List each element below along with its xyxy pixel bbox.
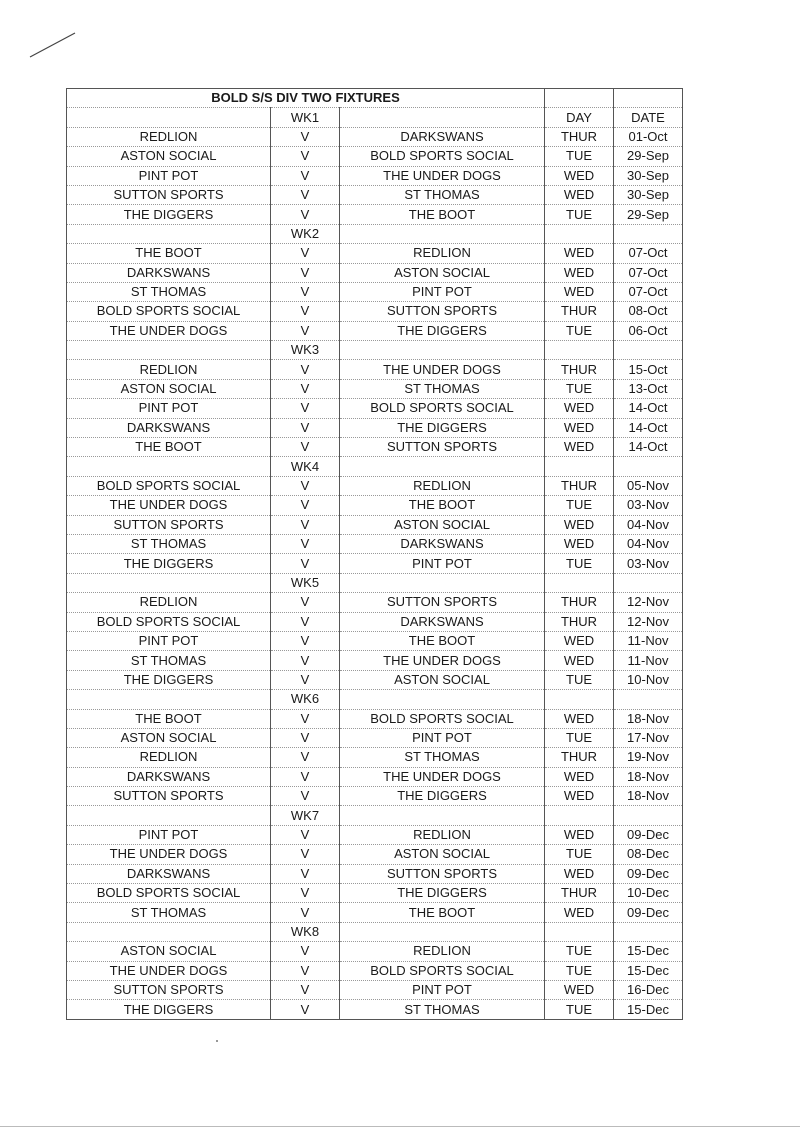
home-team: THE DIGGERS xyxy=(67,1000,271,1019)
fixture-row xyxy=(67,825,683,844)
match-day: WED xyxy=(545,631,614,650)
home-team: THE BOOT xyxy=(67,709,271,728)
match-day: TUE xyxy=(545,942,614,961)
match-date: 19-Nov xyxy=(614,748,683,767)
home-team: BOLD SPORTS SOCIAL xyxy=(67,884,271,903)
versus-marker: V xyxy=(271,360,340,379)
fixture-row xyxy=(67,554,683,573)
match-day: TUE xyxy=(545,496,614,515)
versus-marker: V xyxy=(271,263,340,282)
match-date: 15-Dec xyxy=(614,942,683,961)
match-date: 09-Dec xyxy=(614,864,683,883)
fixture-row xyxy=(67,399,683,418)
week-header-row xyxy=(67,224,683,243)
fixture-row xyxy=(67,961,683,980)
match-day: WED xyxy=(545,980,614,999)
blank-cell xyxy=(614,690,683,709)
home-team: PINT POT xyxy=(67,399,271,418)
home-team: SUTTON SPORTS xyxy=(67,980,271,999)
blank-cell xyxy=(614,806,683,825)
match-day: WED xyxy=(545,282,614,301)
home-team: ST THOMAS xyxy=(67,282,271,301)
fixture-row xyxy=(67,748,683,767)
blank-cell xyxy=(67,690,271,709)
match-date: 06-Oct xyxy=(614,321,683,340)
match-day: WED xyxy=(545,244,614,263)
versus-marker: V xyxy=(271,651,340,670)
match-day: THUR xyxy=(545,748,614,767)
pen-stroke-mark xyxy=(28,30,78,60)
week-header-row xyxy=(67,457,683,476)
fixture-row xyxy=(67,302,683,321)
fixture-row xyxy=(67,496,683,515)
versus-marker: V xyxy=(271,864,340,883)
versus-marker: V xyxy=(271,845,340,864)
away-team: SUTTON SPORTS xyxy=(340,302,545,321)
week-label: WK6 xyxy=(271,690,340,709)
away-team: PINT POT xyxy=(340,554,545,573)
fixture-row xyxy=(67,360,683,379)
away-team: ASTON SOCIAL xyxy=(340,263,545,282)
match-day: WED xyxy=(545,438,614,457)
home-team: THE DIGGERS xyxy=(67,205,271,224)
scan-edge-line xyxy=(0,1126,800,1127)
match-date: 14-Oct xyxy=(614,399,683,418)
fixture-row xyxy=(67,263,683,282)
fixture-row xyxy=(67,767,683,786)
away-team: THE UNDER DOGS xyxy=(340,651,545,670)
week-label: WK1 xyxy=(271,108,340,127)
fixture-row xyxy=(67,1000,683,1019)
away-team: DARKSWANS xyxy=(340,612,545,631)
match-day: TUE xyxy=(545,379,614,398)
match-date: 10-Dec xyxy=(614,884,683,903)
away-team: THE DIGGERS xyxy=(340,321,545,340)
home-team: THE BOOT xyxy=(67,244,271,263)
match-day: THUR xyxy=(545,593,614,612)
home-team: THE UNDER DOGS xyxy=(67,321,271,340)
match-date: 18-Nov xyxy=(614,709,683,728)
versus-marker: V xyxy=(271,709,340,728)
match-day: WED xyxy=(545,418,614,437)
match-day: WED xyxy=(545,903,614,922)
home-team: THE DIGGERS xyxy=(67,554,271,573)
match-day: TUE xyxy=(545,670,614,689)
versus-marker: V xyxy=(271,534,340,553)
versus-marker: V xyxy=(271,321,340,340)
away-team: THE UNDER DOGS xyxy=(340,166,545,185)
versus-marker: V xyxy=(271,980,340,999)
home-team: SUTTON SPORTS xyxy=(67,787,271,806)
home-team: DARKSWANS xyxy=(67,418,271,437)
versus-marker: V xyxy=(271,942,340,961)
versus-marker: V xyxy=(271,438,340,457)
fixture-row xyxy=(67,244,683,263)
match-date: 17-Nov xyxy=(614,728,683,747)
away-team: DARKSWANS xyxy=(340,534,545,553)
match-date: 30-Sep xyxy=(614,166,683,185)
fixture-row xyxy=(67,476,683,495)
fixture-row xyxy=(67,942,683,961)
home-team: THE UNDER DOGS xyxy=(67,496,271,515)
week-header-row xyxy=(67,806,683,825)
blank-cell xyxy=(545,457,614,476)
versus-marker: V xyxy=(271,748,340,767)
versus-marker: V xyxy=(271,670,340,689)
blank-cell xyxy=(545,341,614,360)
versus-marker: V xyxy=(271,631,340,650)
fixture-row xyxy=(67,728,683,747)
match-date: 08-Oct xyxy=(614,302,683,321)
versus-marker: V xyxy=(271,884,340,903)
match-day: THUR xyxy=(545,360,614,379)
match-day: WED xyxy=(545,651,614,670)
away-team: ST THOMAS xyxy=(340,379,545,398)
match-day: WED xyxy=(545,864,614,883)
fixtures-table xyxy=(66,88,683,1020)
away-team: BOLD SPORTS SOCIAL xyxy=(340,709,545,728)
blank-cell xyxy=(545,224,614,243)
match-date: 11-Nov xyxy=(614,651,683,670)
title-row xyxy=(67,89,683,108)
match-day: THUR xyxy=(545,127,614,146)
versus-marker: V xyxy=(271,379,340,398)
away-team: REDLION xyxy=(340,244,545,263)
match-date: 13-Oct xyxy=(614,379,683,398)
fixture-row xyxy=(67,670,683,689)
blank-cell xyxy=(614,922,683,941)
blank-cell xyxy=(614,457,683,476)
fixture-row xyxy=(67,787,683,806)
match-date: 11-Nov xyxy=(614,631,683,650)
versus-marker: V xyxy=(271,593,340,612)
home-team: ST THOMAS xyxy=(67,903,271,922)
fixture-row xyxy=(67,884,683,903)
away-team: ASTON SOCIAL xyxy=(340,845,545,864)
stray-dot-mark xyxy=(216,1040,218,1042)
match-date: 07-Oct xyxy=(614,244,683,263)
away-team: THE BOOT xyxy=(340,631,545,650)
match-date: 07-Oct xyxy=(614,263,683,282)
home-team: THE UNDER DOGS xyxy=(67,845,271,864)
blank-cell xyxy=(614,341,683,360)
match-day: TUE xyxy=(545,1000,614,1019)
blank-cell xyxy=(67,224,271,243)
blank-cell xyxy=(545,690,614,709)
match-day: TUE xyxy=(545,321,614,340)
match-date: 16-Dec xyxy=(614,980,683,999)
match-date: 18-Nov xyxy=(614,767,683,786)
fixture-row xyxy=(67,845,683,864)
week-label: WK7 xyxy=(271,806,340,825)
blank-cell xyxy=(614,573,683,592)
versus-marker: V xyxy=(271,825,340,844)
match-date: 07-Oct xyxy=(614,282,683,301)
match-day: TUE xyxy=(545,961,614,980)
home-team: REDLION xyxy=(67,360,271,379)
away-team: DARKSWANS xyxy=(340,127,545,146)
away-team: THE DIGGERS xyxy=(340,884,545,903)
away-team: REDLION xyxy=(340,476,545,495)
home-team: REDLION xyxy=(67,748,271,767)
away-team: PINT POT xyxy=(340,980,545,999)
away-team: SUTTON SPORTS xyxy=(340,864,545,883)
match-day: WED xyxy=(545,263,614,282)
home-team: DARKSWANS xyxy=(67,263,271,282)
blank-cell xyxy=(340,224,545,243)
day-header: DAY xyxy=(545,108,614,127)
versus-marker: V xyxy=(271,476,340,495)
match-date: 12-Nov xyxy=(614,612,683,631)
home-team: PINT POT xyxy=(67,825,271,844)
match-day: WED xyxy=(545,399,614,418)
versus-marker: V xyxy=(271,205,340,224)
fixture-row xyxy=(67,651,683,670)
match-date: 14-Oct xyxy=(614,418,683,437)
document-title: BOLD S/S DIV TWO FIXTURES xyxy=(67,89,545,108)
week-header-row xyxy=(67,108,683,127)
home-team: ST THOMAS xyxy=(67,534,271,553)
home-team: THE BOOT xyxy=(67,438,271,457)
versus-marker: V xyxy=(271,244,340,263)
blank-cell xyxy=(545,573,614,592)
away-team: THE BOOT xyxy=(340,205,545,224)
fixture-row xyxy=(67,864,683,883)
versus-marker: V xyxy=(271,185,340,204)
match-day: TUE xyxy=(545,147,614,166)
fixture-row xyxy=(67,185,683,204)
away-team: BOLD SPORTS SOCIAL xyxy=(340,399,545,418)
fixture-row xyxy=(67,612,683,631)
week-label: WK5 xyxy=(271,573,340,592)
home-team: BOLD SPORTS SOCIAL xyxy=(67,302,271,321)
match-date: 05-Nov xyxy=(614,476,683,495)
versus-marker: V xyxy=(271,418,340,437)
away-team: ST THOMAS xyxy=(340,1000,545,1019)
fixture-row xyxy=(67,418,683,437)
away-team: THE DIGGERS xyxy=(340,418,545,437)
match-day: THUR xyxy=(545,302,614,321)
versus-marker: V xyxy=(271,127,340,146)
match-date: 29-Sep xyxy=(614,205,683,224)
fixture-row xyxy=(67,534,683,553)
match-day: TUE xyxy=(545,845,614,864)
blank-cell xyxy=(340,108,545,127)
versus-marker: V xyxy=(271,767,340,786)
away-team: ASTON SOCIAL xyxy=(340,515,545,534)
home-team: BOLD SPORTS SOCIAL xyxy=(67,612,271,631)
versus-marker: V xyxy=(271,1000,340,1019)
week-header-row xyxy=(67,690,683,709)
match-day: WED xyxy=(545,534,614,553)
versus-marker: V xyxy=(271,728,340,747)
match-date: 04-Nov xyxy=(614,515,683,534)
fixture-row xyxy=(67,127,683,146)
blank-cell xyxy=(67,573,271,592)
match-date: 29-Sep xyxy=(614,147,683,166)
match-day: THUR xyxy=(545,884,614,903)
fixture-row xyxy=(67,631,683,650)
home-team: SUTTON SPORTS xyxy=(67,185,271,204)
home-team: PINT POT xyxy=(67,631,271,650)
match-day: THUR xyxy=(545,476,614,495)
versus-marker: V xyxy=(271,515,340,534)
blank-cell xyxy=(67,341,271,360)
away-team: PINT POT xyxy=(340,728,545,747)
versus-marker: V xyxy=(271,961,340,980)
week-header-row xyxy=(67,922,683,941)
home-team: ST THOMAS xyxy=(67,651,271,670)
week-label: WK8 xyxy=(271,922,340,941)
away-team: SUTTON SPORTS xyxy=(340,593,545,612)
match-date: 15-Dec xyxy=(614,1000,683,1019)
match-day: WED xyxy=(545,515,614,534)
blank-cell xyxy=(340,690,545,709)
week-label: WK3 xyxy=(271,341,340,360)
away-team: SUTTON SPORTS xyxy=(340,438,545,457)
fixture-row xyxy=(67,379,683,398)
home-team: BOLD SPORTS SOCIAL xyxy=(67,476,271,495)
home-team: REDLION xyxy=(67,127,271,146)
away-team: BOLD SPORTS SOCIAL xyxy=(340,147,545,166)
fixture-row xyxy=(67,903,683,922)
blank-cell xyxy=(614,89,683,108)
home-team: THE DIGGERS xyxy=(67,670,271,689)
blank-cell xyxy=(67,922,271,941)
blank-cell xyxy=(614,224,683,243)
home-team: ASTON SOCIAL xyxy=(67,379,271,398)
versus-marker: V xyxy=(271,612,340,631)
match-day: TUE xyxy=(545,728,614,747)
fixture-row xyxy=(67,321,683,340)
match-date: 01-Oct xyxy=(614,127,683,146)
fixture-row xyxy=(67,515,683,534)
away-team: REDLION xyxy=(340,942,545,961)
blank-cell xyxy=(545,89,614,108)
versus-marker: V xyxy=(271,147,340,166)
fixture-row xyxy=(67,147,683,166)
match-date: 15-Dec xyxy=(614,961,683,980)
fixture-row xyxy=(67,980,683,999)
match-date: 15-Oct xyxy=(614,360,683,379)
away-team: PINT POT xyxy=(340,282,545,301)
away-team: ASTON SOCIAL xyxy=(340,670,545,689)
match-date: 09-Dec xyxy=(614,903,683,922)
away-team: THE BOOT xyxy=(340,903,545,922)
versus-marker: V xyxy=(271,903,340,922)
match-day: TUE xyxy=(545,554,614,573)
home-team: THE UNDER DOGS xyxy=(67,961,271,980)
blank-cell xyxy=(340,457,545,476)
week-header-row xyxy=(67,573,683,592)
match-date: 18-Nov xyxy=(614,787,683,806)
versus-marker: V xyxy=(271,787,340,806)
fixture-row xyxy=(67,282,683,301)
blank-cell xyxy=(340,922,545,941)
blank-cell xyxy=(545,922,614,941)
match-date: 09-Dec xyxy=(614,825,683,844)
away-team: THE UNDER DOGS xyxy=(340,360,545,379)
versus-marker: V xyxy=(271,282,340,301)
away-team: REDLION xyxy=(340,825,545,844)
versus-marker: V xyxy=(271,554,340,573)
blank-cell xyxy=(340,806,545,825)
week-header-row xyxy=(67,341,683,360)
match-day: WED xyxy=(545,825,614,844)
match-date: 10-Nov xyxy=(614,670,683,689)
match-date: 08-Dec xyxy=(614,845,683,864)
away-team: THE UNDER DOGS xyxy=(340,767,545,786)
match-day: THUR xyxy=(545,612,614,631)
versus-marker: V xyxy=(271,302,340,321)
fixture-row xyxy=(67,166,683,185)
blank-cell xyxy=(67,457,271,476)
blank-cell xyxy=(340,341,545,360)
home-team: PINT POT xyxy=(67,166,271,185)
fixture-row xyxy=(67,438,683,457)
away-team: ST THOMAS xyxy=(340,185,545,204)
match-date: 14-Oct xyxy=(614,438,683,457)
match-day: TUE xyxy=(545,205,614,224)
match-day: WED xyxy=(545,709,614,728)
blank-cell xyxy=(340,573,545,592)
match-date: 30-Sep xyxy=(614,185,683,204)
versus-marker: V xyxy=(271,399,340,418)
away-team: THE BOOT xyxy=(340,496,545,515)
away-team: BOLD SPORTS SOCIAL xyxy=(340,961,545,980)
versus-marker: V xyxy=(271,496,340,515)
home-team: ASTON SOCIAL xyxy=(67,942,271,961)
home-team: REDLION xyxy=(67,593,271,612)
match-date: 03-Nov xyxy=(614,496,683,515)
match-day: WED xyxy=(545,787,614,806)
home-team: DARKSWANS xyxy=(67,767,271,786)
versus-marker: V xyxy=(271,166,340,185)
away-team: ST THOMAS xyxy=(340,748,545,767)
week-label: WK2 xyxy=(271,224,340,243)
home-team: ASTON SOCIAL xyxy=(67,728,271,747)
fixture-row xyxy=(67,593,683,612)
away-team: THE DIGGERS xyxy=(340,787,545,806)
date-header: DATE xyxy=(614,108,683,127)
blank-cell xyxy=(67,108,271,127)
match-date: 03-Nov xyxy=(614,554,683,573)
match-day: WED xyxy=(545,166,614,185)
match-day: WED xyxy=(545,185,614,204)
fixture-row xyxy=(67,709,683,728)
match-date: 12-Nov xyxy=(614,593,683,612)
fixture-row xyxy=(67,205,683,224)
home-team: SUTTON SPORTS xyxy=(67,515,271,534)
week-label: WK4 xyxy=(271,457,340,476)
blank-cell xyxy=(545,806,614,825)
home-team: ASTON SOCIAL xyxy=(67,147,271,166)
match-date: 04-Nov xyxy=(614,534,683,553)
match-day: WED xyxy=(545,767,614,786)
home-team: DARKSWANS xyxy=(67,864,271,883)
blank-cell xyxy=(67,806,271,825)
